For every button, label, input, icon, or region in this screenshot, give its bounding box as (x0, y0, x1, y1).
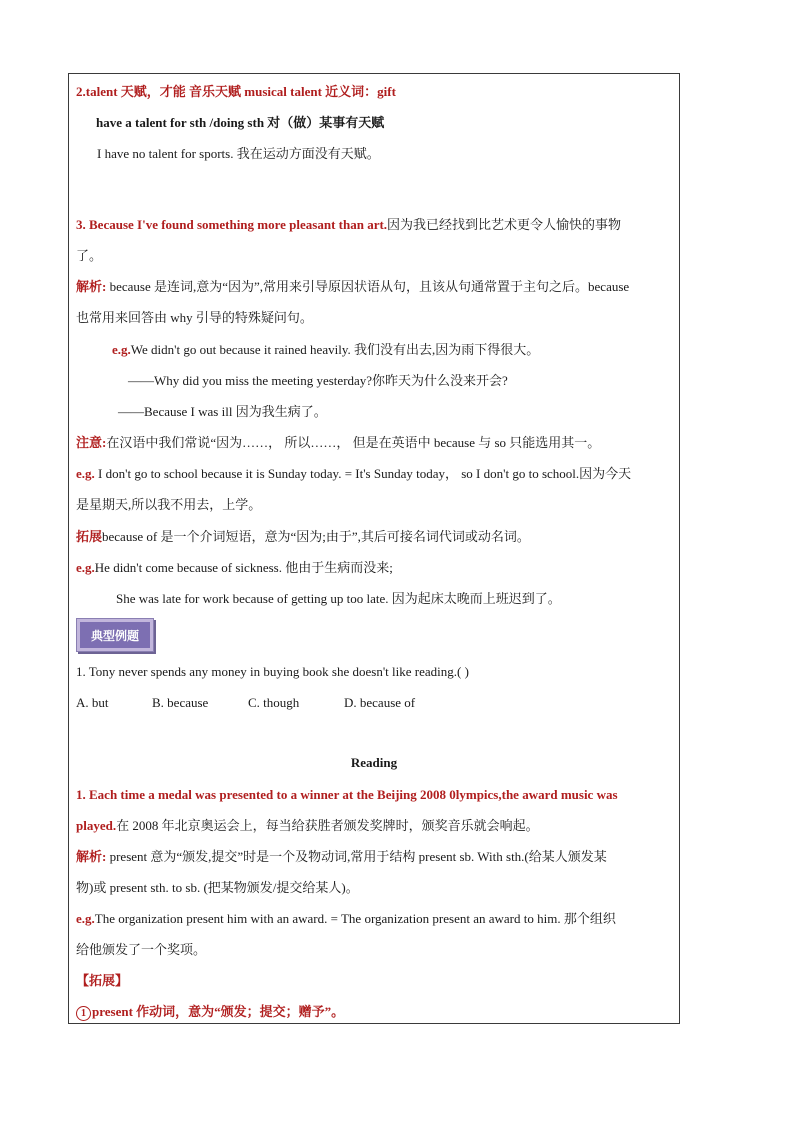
reading-heading: 1. Each time a medal was presented to a winner at the Beijing 2008 0lympics,the award music was (76, 787, 618, 802)
extension-text: because of 是一个介词短语，意为“因为;由于”,其后可接名词代词或动名词。 (102, 529, 530, 544)
badge-label: 典型例题 (80, 622, 150, 648)
reading-analysis (76, 848, 680, 866)
option-a: A. but (76, 695, 109, 710)
example-2: ——Why did you miss the meeting yesterday?你昨天为什么没来开会? (128, 373, 508, 388)
example-3: ——Because I was ill 因为我生病了。 (118, 404, 327, 419)
reading-analysis-cont: 物)或 present sth. to sb. (把某物颁发/提交给某人)。 (76, 880, 359, 895)
extension-label: 拓展 (76, 529, 103, 544)
extension-item (76, 1003, 680, 1021)
typical-example-badge (76, 618, 154, 652)
example-6: She was late for work because of getting up too late. 因为起床太晚而上班迟到了。 (116, 591, 561, 606)
example-1-text: We didn't go out because it rained heavily. 我们没有出去,因为雨下得很大。 (130, 342, 540, 357)
talent-example: I have no talent for sports. 我在运动方面没有天赋。 (97, 146, 380, 161)
note-text: 在汉语中我们常说“因为……， 所以……， 但是在英语中 because 与 so 只能选用其一。 (106, 435, 601, 450)
note-label: 注意: (76, 435, 107, 450)
analysis-label: 解析: (76, 849, 107, 864)
talent-heading: 2.talent 天赋，才能 音乐天赋 musical talent 近义词：gift (76, 84, 396, 99)
example-4-cont: 是星期天,所以我不用去，上学。 (76, 497, 262, 512)
extension-heading: 【拓展】 (76, 973, 129, 988)
eg-label: e.g. (76, 560, 95, 575)
reading-heading-en-cont: played. (76, 818, 117, 833)
because-heading-zh: 因为我已经找到比艺术更令人愉快的事物 (387, 217, 622, 232)
because-heading-cont: 了。 (76, 248, 103, 263)
eg-label: e.g. (76, 466, 95, 481)
reading-heading-zh: 在 2008 年北京奥运会上，每当给获胜者颁发奖牌时，颁奖音乐就会响起。 (116, 818, 539, 833)
reading-title: Reading (350, 755, 398, 770)
because-heading-en: 3. Because I've found something more pleasant than art. (76, 217, 388, 232)
because-analysis-cont: 也常用来回答由 why 引导的特殊疑问句。 (76, 310, 313, 325)
analysis-label: 解析: (76, 279, 107, 294)
exercise-question: 1. Tony never spends any money in buying book she doesn't like reading.( ) (76, 664, 469, 679)
analysis-text: because 是连词,意为“因为”,常用来引导原因状语从句，且该从句通常置于主句之后。because (106, 279, 630, 294)
because-heading (76, 216, 680, 234)
because-analysis (76, 278, 680, 296)
eg-label: e.g. (112, 342, 131, 357)
reading-example (76, 910, 680, 928)
example-4-text: I don't go to school because it is Sunday today. = It's Sunday today， so I don't go to school.因为今天 (94, 466, 632, 481)
eg-label: e.g. (76, 911, 95, 926)
analysis-text: present 意为“颁发,提交”时是一个及物动词,常用于结构 present sb. With sth.(给某人颁发某 (106, 849, 607, 864)
example-1 (112, 341, 716, 359)
circled-number: 1 (76, 1006, 91, 1021)
example-5 (76, 559, 680, 577)
option-b: B. because (152, 695, 209, 710)
example-4 (76, 465, 680, 483)
reading-example-cont: 给他颁发了一个奖项。 (76, 942, 207, 957)
extension-item-text: present 作动词，意为“颁发；提交；赠予”。 (92, 1004, 345, 1019)
reading-heading-cont (76, 817, 680, 835)
note-line (76, 434, 680, 452)
talent-phrase: have a talent for sth /doing sth 对（做）某事有天赋 (96, 115, 385, 130)
option-c: C. though (248, 695, 300, 710)
extension-line (76, 528, 680, 546)
reading-example-text: The organization present him with an award. = The organization present an award to him. 那个组织 (94, 911, 616, 926)
example-5-text: He didn't come because of sickness. 他由于生病而没来; (94, 560, 393, 575)
option-d: D. because of (344, 695, 416, 710)
